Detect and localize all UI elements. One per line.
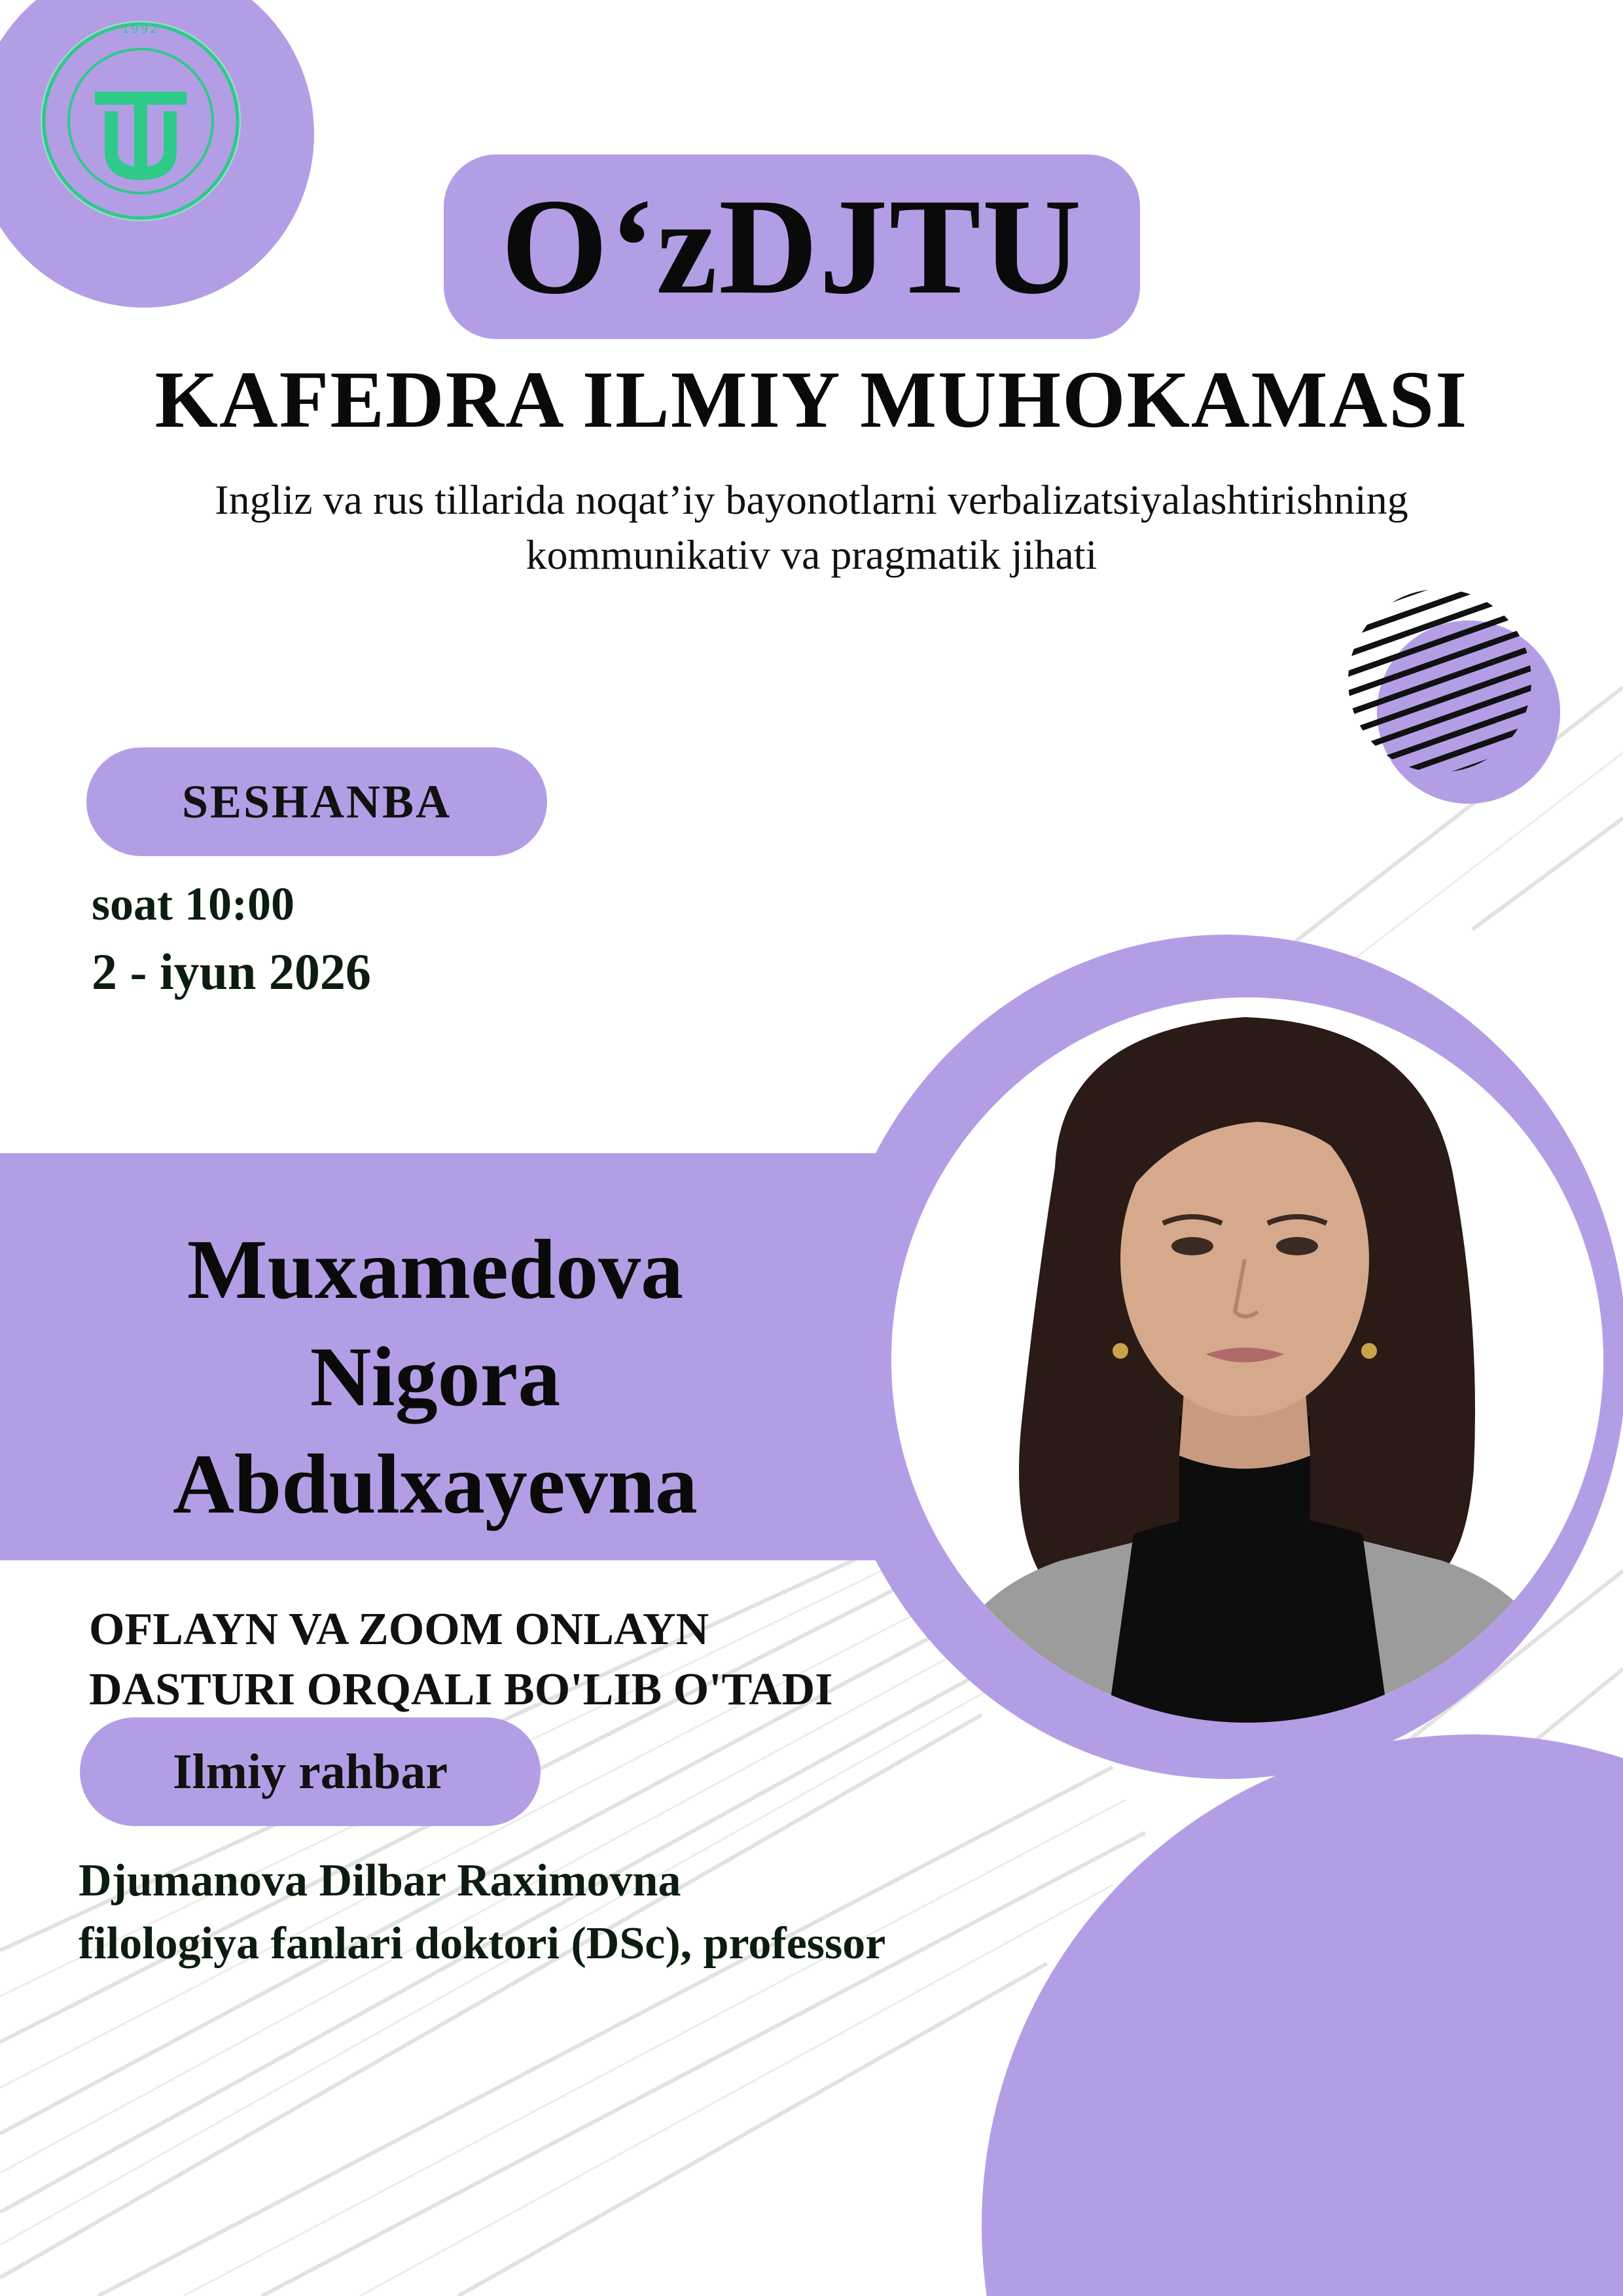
title-pill [444, 154, 1140, 339]
format-line-2: DASTURI ORQALI BO'LIB O'TADI [89, 1664, 833, 1715]
event-day: SESHANBA [181, 775, 452, 828]
event-subtitle [98, 473, 1525, 583]
logo-year: 1992 [122, 22, 160, 36]
event-time: soat 10:00 [92, 878, 294, 930]
speaker-patronymic: Abdulxayevna [173, 1437, 698, 1532]
speaker-name [20, 1216, 851, 1538]
format-line-1: OFLAYN VA ZOOM ONLAYN [89, 1604, 709, 1655]
event-heading: KAFEDRA ILMIY MUHOKAMASI [154, 355, 1469, 444]
event-date: 2 - iyun 2026 [92, 943, 371, 1000]
advisor-title: filologiya fanlari doktori (DSc), professor [79, 1918, 886, 1969]
day-pill [86, 747, 547, 856]
advisor-name: Djumanova Dilbar Raximovna [79, 1856, 681, 1906]
page-title: O‘zDJTU [501, 170, 1083, 323]
speaker-portrait-illustration [891, 997, 1603, 1723]
speaker-photo [891, 997, 1603, 1723]
university-logo-icon [39, 20, 242, 223]
advisor-label-pill [80, 1717, 541, 1826]
speaker-first-name: Nigora [310, 1330, 561, 1424]
advisor-label: Ilmiy rahbar [172, 1744, 448, 1799]
event-format [89, 1600, 832, 1720]
subtitle-line-1: Ingliz va rus tillarida noqat’iy bayonotlarni verbalizatsiyalashtirishning [215, 476, 1408, 523]
speaker-surname: Muxamedova [187, 1223, 684, 1317]
stripes-decoration [1342, 583, 1538, 779]
subtitle-line-2: kommunikativ va pragmatik jihati [526, 531, 1097, 578]
advisor-info [79, 1850, 885, 1975]
